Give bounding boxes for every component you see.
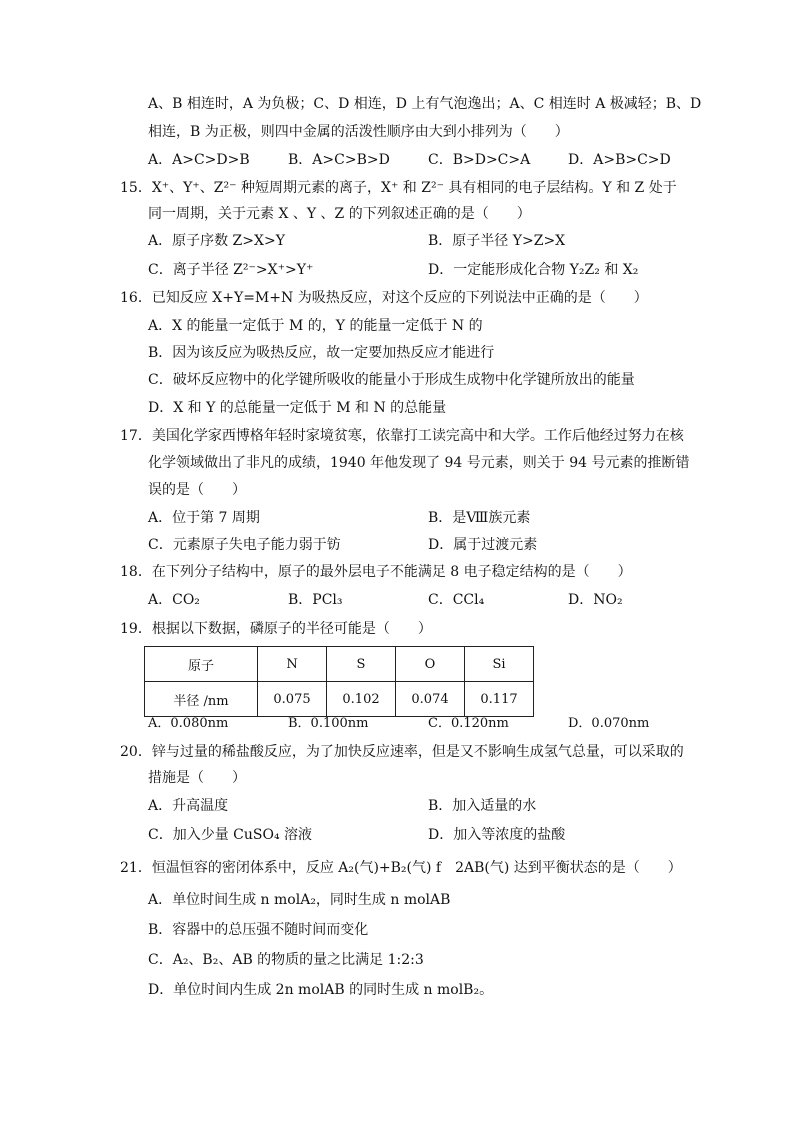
option-c: C．B>D>C>A [428,152,531,168]
option-a: A．升高温度 [148,798,229,814]
radius-table [144,646,534,717]
option-c: C．A₂、B₂、AB 的物质的量之比满足 1:2:3 [148,952,424,968]
table-row [145,647,534,682]
option-d: D．属于过渡元素 [428,537,538,553]
question-19-text: 19．根据以下数据，磷原子的半径可能是（ ） [120,621,432,637]
question-17-text: 误的是（ ） [148,482,246,498]
option-c: C．加入少量 CuSO₄ 溶液 [148,827,313,843]
option-b: B．0.100nm [288,716,369,731]
table-cell: 0.102 [327,682,396,717]
option-d: D．加入等浓度的盐酸 [428,827,566,843]
question-17-text: 17．美国化学家西博格年轻时家境贫寒，依靠打工读完高中和大学。工作后他经过努力在核 [120,428,684,444]
option-d: D．0.070nm [568,716,650,731]
table-header-cell: S [327,647,396,682]
table-header-cell: O [396,647,465,682]
option-d: D．A>B>C>D [568,152,671,168]
question-17-text: 化学领域做出了非凡的成绩，1940 年他发现了 94 号元素，则关于 94 号元素的推断错 [148,455,690,471]
table-row [145,682,534,717]
option-b: B．A>C>B>D [288,152,390,168]
option-b: B．容器中的总压强不随时间而变化 [148,922,369,938]
option-a: A．位于第 7 周期 [148,510,260,526]
option-d: D．一定能形成化合物 Y₂Z₂ 和 X₂ [428,262,639,278]
question-21-text: 21．恒温恒容的密闭体系中，反应 A₂(气)+B₂(气) f 2AB(气) 达到平衡状态的是（ ） [120,860,682,876]
question-15-text: 15．X⁺、Y⁺、Z²⁻ 种短周期元素的离子，X⁺ 和 Z²⁻ 具有相同的电子层结构。Y 和 Z 处于 [120,180,677,196]
option-b: B．PCl₃ [288,592,343,608]
option-b: B．因为该反应为吸热反应，故一定要加热反应才能进行 [148,345,495,361]
option-a: A．单位时间生成 n molA₂，同时生成 n molAB [148,892,451,908]
option-a: A．X 的能量一定低于 M 的，Y 的能量一定低于 N 的 [148,318,483,334]
option-c: C．元素原子失电子能力弱于钫 [148,537,341,553]
table-header-cell: Si [465,647,534,682]
option-d: D．X 和 Y 的总能量一定低于 M 和 N 的总能量 [148,400,447,416]
option-a: A．CO₂ [148,592,200,608]
question-20-text: 措施是（ ） [148,770,246,786]
question-20-text: 20．锌与过量的稀盐酸反应，为了加快反应速率，但是又不影响生成氢气总量，可以采取的 [120,744,684,760]
question-15-text: 同一周期，关于元素 X 、Y 、Z 的下列叙述正确的是（ ） [148,206,531,222]
table-header-cell: N [258,647,327,682]
option-d: D．NO₂ [568,592,623,608]
table-cell: 半径 /nm [145,682,258,717]
option-a: A．原子序数 Z>X>Y [148,233,285,249]
table-cell: 0.075 [258,682,327,717]
option-b: B．原子半径 Y>Z>X [428,233,566,249]
table-cell: 0.074 [396,682,465,717]
option-a: A．0.080nm [148,716,229,731]
option-c: C．0.120nm [428,716,509,731]
question-text: 相连，B 为正极，则四中金属的活泼性顺序由大到小排列为（ ） [148,124,569,140]
option-c: C．CCl₄ [428,592,485,608]
question-16-text: 16．已知反应 X+Y=M+N 为吸热反应，对这个反应的下列说法中正确的是（ ） [120,290,648,306]
option-c: C．破坏反应物中的化学键所吸收的能量小于形成生成物中化学键所放出的能量 [148,372,635,388]
option-a: A．A>C>D>B [148,152,250,168]
table-header-cell: 原子 [145,647,258,682]
table-cell: 0.117 [465,682,534,717]
option-b: B．加入适量的水 [428,798,537,814]
option-d: D．单位时间内生成 2n molAB 的同时生成 n molB₂。 [148,982,494,998]
question-18-text: 18．在下列分子结构中，原子的最外层电子不能满足 8 电子稳定结构的是（ ） [120,564,632,580]
option-c: C．离子半径 Z²⁻>X⁺>Y⁺ [148,262,314,278]
question-text: A、B 相连时，A 为负极；C、D 相连，D 上有气泡逸出；A、C 相连时 A 极减轻；B、D [148,96,702,112]
option-b: B．是Ⅷ族元素 [428,510,531,526]
